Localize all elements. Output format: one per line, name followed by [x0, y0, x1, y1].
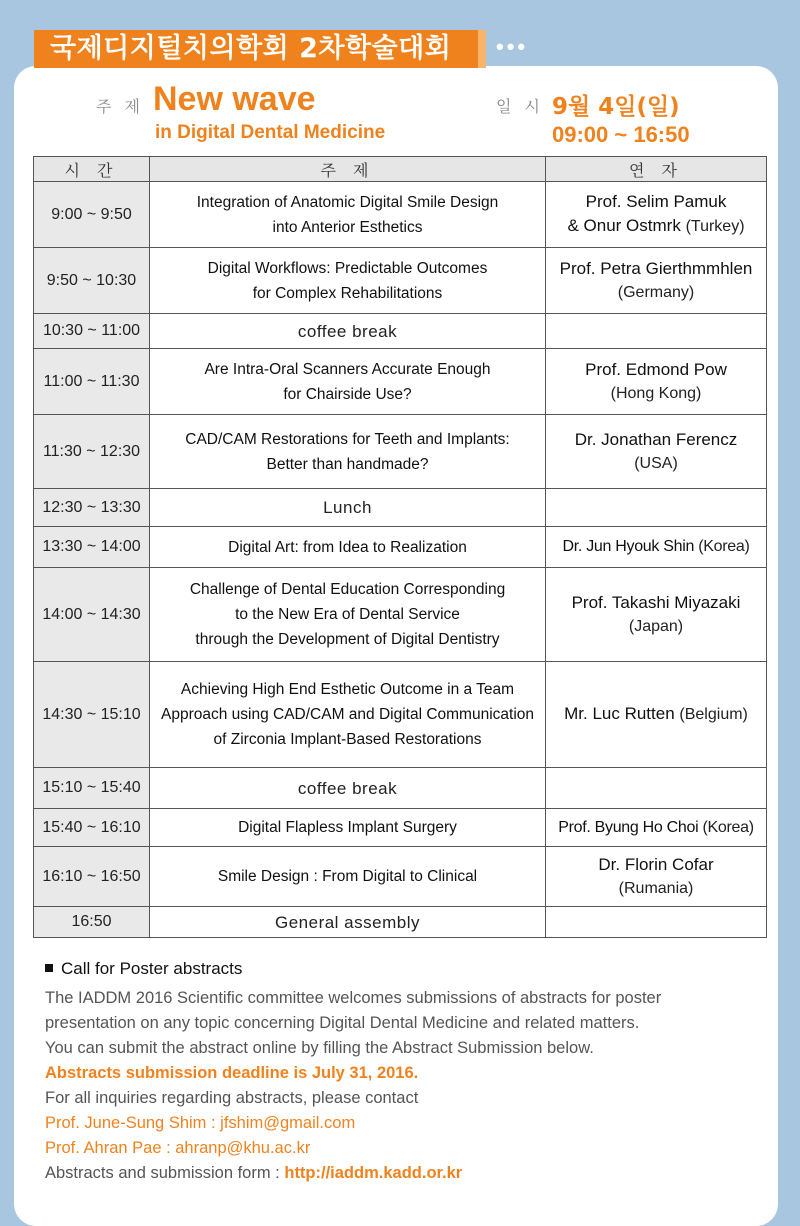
contact-shim[interactable]: Prof. June-Sung Shim : jfshim@gmail.com [45, 1114, 356, 1132]
topic-line: coffee break [297, 778, 398, 798]
contact-pae[interactable]: Prof. Ahran Pae : ahranp@khu.ac.kr [45, 1139, 311, 1157]
topic-line: into Anterior Esthetics [272, 218, 423, 236]
bullet-square-icon [45, 964, 53, 972]
session-time: 15:10 ~ 15:40 [34, 768, 150, 809]
speaker-country: (USA) [634, 454, 678, 472]
schedule-row [34, 415, 767, 489]
topic-line: Digital Workflows: Predictable Outcomes [207, 259, 488, 277]
speaker-country: (Belgium) [679, 706, 748, 723]
session-speaker [546, 182, 767, 248]
speaker-name-text: Dr. Jonathan Ferencz [574, 429, 738, 449]
session-time: 9:00 ~ 9:50 [34, 182, 150, 248]
topic-line: Digital Art: from Idea to Realization [228, 538, 467, 556]
schedule-row [34, 182, 767, 248]
session-speaker [546, 415, 767, 489]
speaker-name-text: Mr. Luc Rutten [564, 704, 675, 723]
form-label: Abstracts and submission form : [45, 1164, 280, 1182]
event-banner: 국제디지털치의학회 2차학술대회 [34, 30, 480, 68]
topic-line: Integration of Anatomic Digital Smile Design [196, 193, 499, 211]
speaker-name [546, 535, 766, 559]
event-date: 9월 4일(일) [552, 94, 680, 120]
schedule-row [34, 314, 767, 349]
form-line [45, 1164, 462, 1183]
topic-line: Are Intra-Oral Scanners Accurate Enough [204, 360, 491, 378]
session-time: 13:30 ~ 14:00 [34, 527, 150, 568]
topic-line: for Complex Rehabilitations [252, 284, 443, 302]
schedule-row [34, 907, 767, 938]
session-speaker [546, 349, 767, 415]
session-topic [150, 527, 546, 568]
topic-line: Lunch [323, 498, 372, 517]
session-topic [150, 568, 546, 662]
speaker-name-text: Prof. Petra Gierthmmhlen [559, 258, 753, 278]
form-url-link[interactable]: http://iaddm.kadd.or.kr [284, 1164, 463, 1182]
session-time: 9:50 ~ 10:30 [34, 248, 150, 314]
theme-title: New wave [153, 80, 316, 118]
speaker-name [546, 428, 766, 452]
speaker-country: (Korea) [702, 818, 754, 836]
col-speaker-header: 연 자 [546, 157, 767, 182]
session-time: 16:50 [34, 907, 150, 938]
speaker-name-text: & Onur Ostmrk [567, 216, 681, 235]
session-time: 11:30 ~ 12:30 [34, 415, 150, 489]
poster-text-line: You can submit the abstract online by filling the Abstract Submission below. [45, 1039, 594, 1057]
schedule-row [34, 489, 767, 527]
topic-line: Better than handmade? [266, 455, 429, 473]
topic-line: to the New Era of Dental Service [235, 606, 460, 623]
session-time: 11:00 ~ 11:30 [34, 349, 150, 415]
speaker-name [546, 591, 766, 615]
poster-section-title [45, 959, 242, 979]
poster-text-line: The IADDM 2016 Scientific committee welcomes submissions of abstracts for poster [45, 989, 662, 1007]
schedule-header-row [34, 157, 767, 182]
session-topic [150, 314, 546, 349]
session-time: 15:40 ~ 16:10 [34, 809, 150, 847]
session-speaker [546, 768, 767, 809]
session-speaker [546, 248, 767, 314]
event-time: 09:00 ~ 16:50 [552, 122, 690, 147]
session-topic [150, 809, 546, 847]
speaker-name-text: Prof. Edmond Pow [585, 359, 727, 379]
speaker-name-text: Dr. Florin Cofar [598, 854, 714, 874]
topic-line: General assembly [274, 912, 420, 932]
session-time: 12:30 ~ 13:30 [34, 489, 150, 527]
poster-title-text: Call for Poster abstracts [61, 959, 243, 978]
speaker-name-text: Prof. Selim Pamuk [585, 192, 727, 211]
topic-line: Smile Design : From Digital to Clinical [217, 868, 478, 885]
schedule-row [34, 662, 767, 768]
speaker-country: (Hong Kong) [610, 384, 702, 402]
speaker-name [546, 816, 766, 840]
session-speaker [546, 568, 767, 662]
col-time-header: 시 간 [34, 157, 150, 182]
speaker-name [546, 190, 766, 214]
speaker-country: (Rumania) [618, 879, 694, 897]
session-topic [150, 349, 546, 415]
session-topic [150, 768, 546, 809]
speaker-name [546, 257, 766, 281]
session-topic [150, 847, 546, 907]
schedule-row [34, 527, 767, 568]
col-topic-header: 주 제 [150, 157, 546, 182]
speaker-country: (Turkey) [685, 218, 745, 235]
session-speaker [546, 907, 767, 938]
session-topic [150, 248, 546, 314]
topic-line: Approach using CAD/CAM and Digital Communication [160, 706, 535, 723]
banner-dots: ••• [496, 34, 529, 59]
session-speaker [546, 809, 767, 847]
topic-line: Achieving High End Esthetic Outcome in a Team [180, 681, 515, 698]
theme-label: 주 제 [96, 97, 144, 116]
session-topic [150, 182, 546, 248]
topic-line: of Zirconia Implant-Based Restorations [213, 731, 482, 748]
speaker-country: (Korea) [698, 538, 750, 555]
schedule-row [34, 847, 767, 907]
topic-line: through the Development of Digital Dentistry [195, 631, 500, 648]
session-speaker [546, 314, 767, 349]
speaker-name-text: Prof. Byung Ho Choi [558, 818, 699, 836]
session-speaker [546, 662, 767, 768]
session-topic [150, 489, 546, 527]
session-topic [150, 415, 546, 489]
schedule-row [34, 349, 767, 415]
session-speaker [546, 847, 767, 907]
session-speaker [546, 527, 767, 568]
session-time: 10:30 ~ 11:00 [34, 314, 150, 349]
deadline-notice: Abstracts submission deadline is July 31, 2016. [45, 1064, 419, 1082]
topic-line: Digital Flapless Implant Surgery [238, 819, 457, 836]
schedule-body [34, 182, 767, 938]
speaker-name [546, 214, 766, 239]
speaker-name [546, 358, 766, 382]
speaker-name [546, 853, 766, 877]
topic-line: CAD/CAM Restorations for Teeth and Implants: [185, 430, 510, 448]
schedule-table [33, 156, 767, 938]
topic-line: coffee break [297, 321, 398, 341]
topic-line: for Chairside Use? [283, 385, 412, 403]
session-time: 14:30 ~ 15:10 [34, 662, 150, 768]
theme-subtitle: in Digital Dental Medicine [155, 122, 386, 143]
schedule-row [34, 809, 767, 847]
session-topic [150, 662, 546, 768]
speaker-name [546, 702, 766, 727]
poster-text-line: presentation on any topic concerning Digital Dental Medicine and related matters. [45, 1014, 640, 1032]
session-time: 14:00 ~ 14:30 [34, 568, 150, 662]
date-label: 일 시 [496, 97, 544, 116]
speaker-country: (Germany) [617, 283, 695, 301]
banner-stripe [478, 30, 486, 68]
speaker-name-text: Prof. Takashi Miyazaki [571, 592, 741, 612]
session-time: 16:10 ~ 16:50 [34, 847, 150, 907]
session-speaker [546, 489, 767, 527]
schedule-row [34, 568, 767, 662]
schedule-row [34, 768, 767, 809]
topic-line: Challenge of Dental Education Corresponding [189, 581, 506, 598]
speaker-country: (Japan) [628, 617, 684, 635]
inquiries-text: For all inquiries regarding abstracts, please contact [45, 1089, 419, 1107]
schedule-row [34, 248, 767, 314]
session-topic [150, 907, 546, 938]
speaker-name-text: Dr. Jun Hyouk Shin [562, 538, 695, 555]
